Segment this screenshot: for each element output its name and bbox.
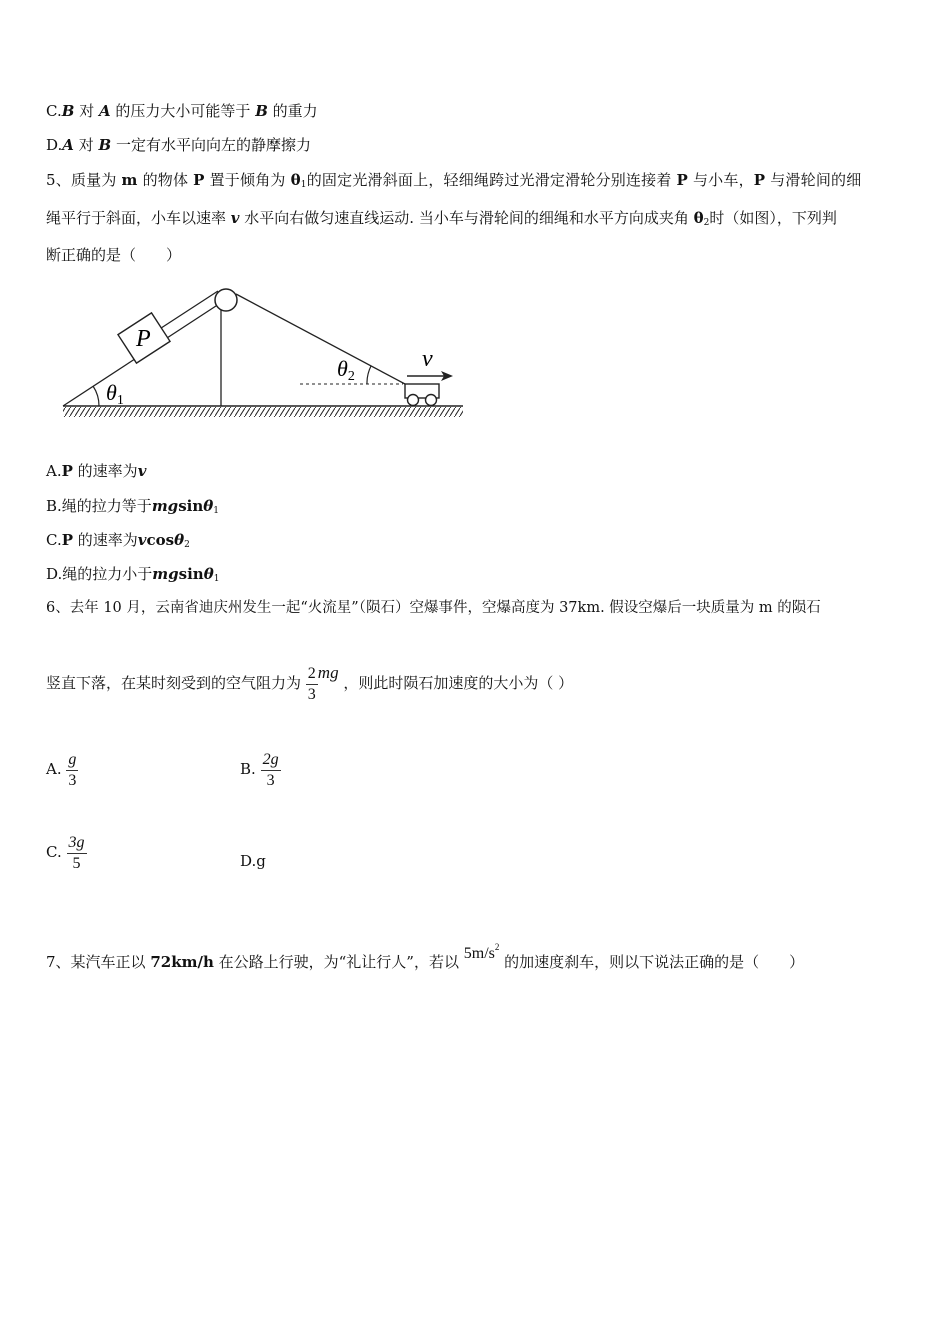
- q5-stem-line-1: 5、质量为 m 的物体 P 置于倾角为 $\theta_1$的固定光滑斜面上，轻细绳跨过光滑定滑轮分别连接着 P 与小车，P 与滑轮间的细: [46, 171, 862, 190]
- q5-figure: [55, 280, 475, 425]
- q6-stem-line-1: 6、去年 10 月，云南省迪庆州发生一起“火流星”（陨石）空爆事件，空爆高度为 37km. 假设空爆后一块质量为 m 的陨石: [46, 600, 821, 616]
- q7-stem: 7、某汽车正以 72km/h 在公路上行驶，为“礼让行人”，若以 $5m/s^2$ 的加速度刹车，则以下说法正确的是（ ）: [46, 942, 805, 971]
- theta2-arc: [367, 366, 371, 384]
- q6-option-a[interactable]: A. $\frac{g}{3}$: [46, 750, 77, 789]
- cart-wheel-left: [408, 395, 419, 406]
- rope-to-cart: [236, 294, 405, 384]
- q6-fraction-two-thirds: $\frac{2}{3}$: [307, 664, 316, 703]
- q5-stem-line-2: 绳平行于斜面，小车以速率 v 水平向右做匀速直线运动. 当小车与滑轮间的细绳和水平方向成夹角 $\theta_2$时（如图），下列判: [46, 209, 837, 228]
- q5-option-b[interactable]: B.绳的拉力等于mgsinθ$_1$: [46, 497, 219, 516]
- theta1-label: θ1: [106, 380, 124, 408]
- theta1-arc: [93, 386, 99, 406]
- q6-option-b[interactable]: B. $\frac{2g}{3}$: [240, 750, 279, 789]
- option-d-prev: D.A 对 B 一定有水平向向左的静摩擦力: [46, 136, 311, 154]
- theta2-label: θ2: [337, 356, 355, 384]
- q5-option-d[interactable]: D.绳的拉力小于mgsinθ$_1$: [46, 565, 220, 584]
- pulley: [215, 289, 237, 311]
- q6-option-c[interactable]: C. $\frac{3g}{5}$: [46, 833, 85, 872]
- block-p-label: P: [136, 326, 151, 352]
- q6-stem-line-2: 竖直下落，在某时刻受到的空气阻力为 $\frac{2}{3}$ mg ，则此时陨石加速度的大小为（ ）: [46, 663, 574, 703]
- option-c-prev: C.B 对 A 的压力大小可能等于 B 的重力: [46, 102, 318, 120]
- q5-option-a[interactable]: A.P 的速率为v: [46, 462, 147, 480]
- cart-wheel-right: [426, 395, 437, 406]
- q6-option-d[interactable]: D.g: [240, 852, 266, 870]
- q7-acceleration: $5m/s^2$: [463, 942, 500, 962]
- velocity-label: v: [422, 346, 433, 372]
- q5-stem-line-3: 断正确的是（ ）: [46, 246, 182, 264]
- ground-hatch: [63, 407, 463, 417]
- q5-option-c[interactable]: C.P 的速率为vcosθ$_2$: [46, 531, 190, 550]
